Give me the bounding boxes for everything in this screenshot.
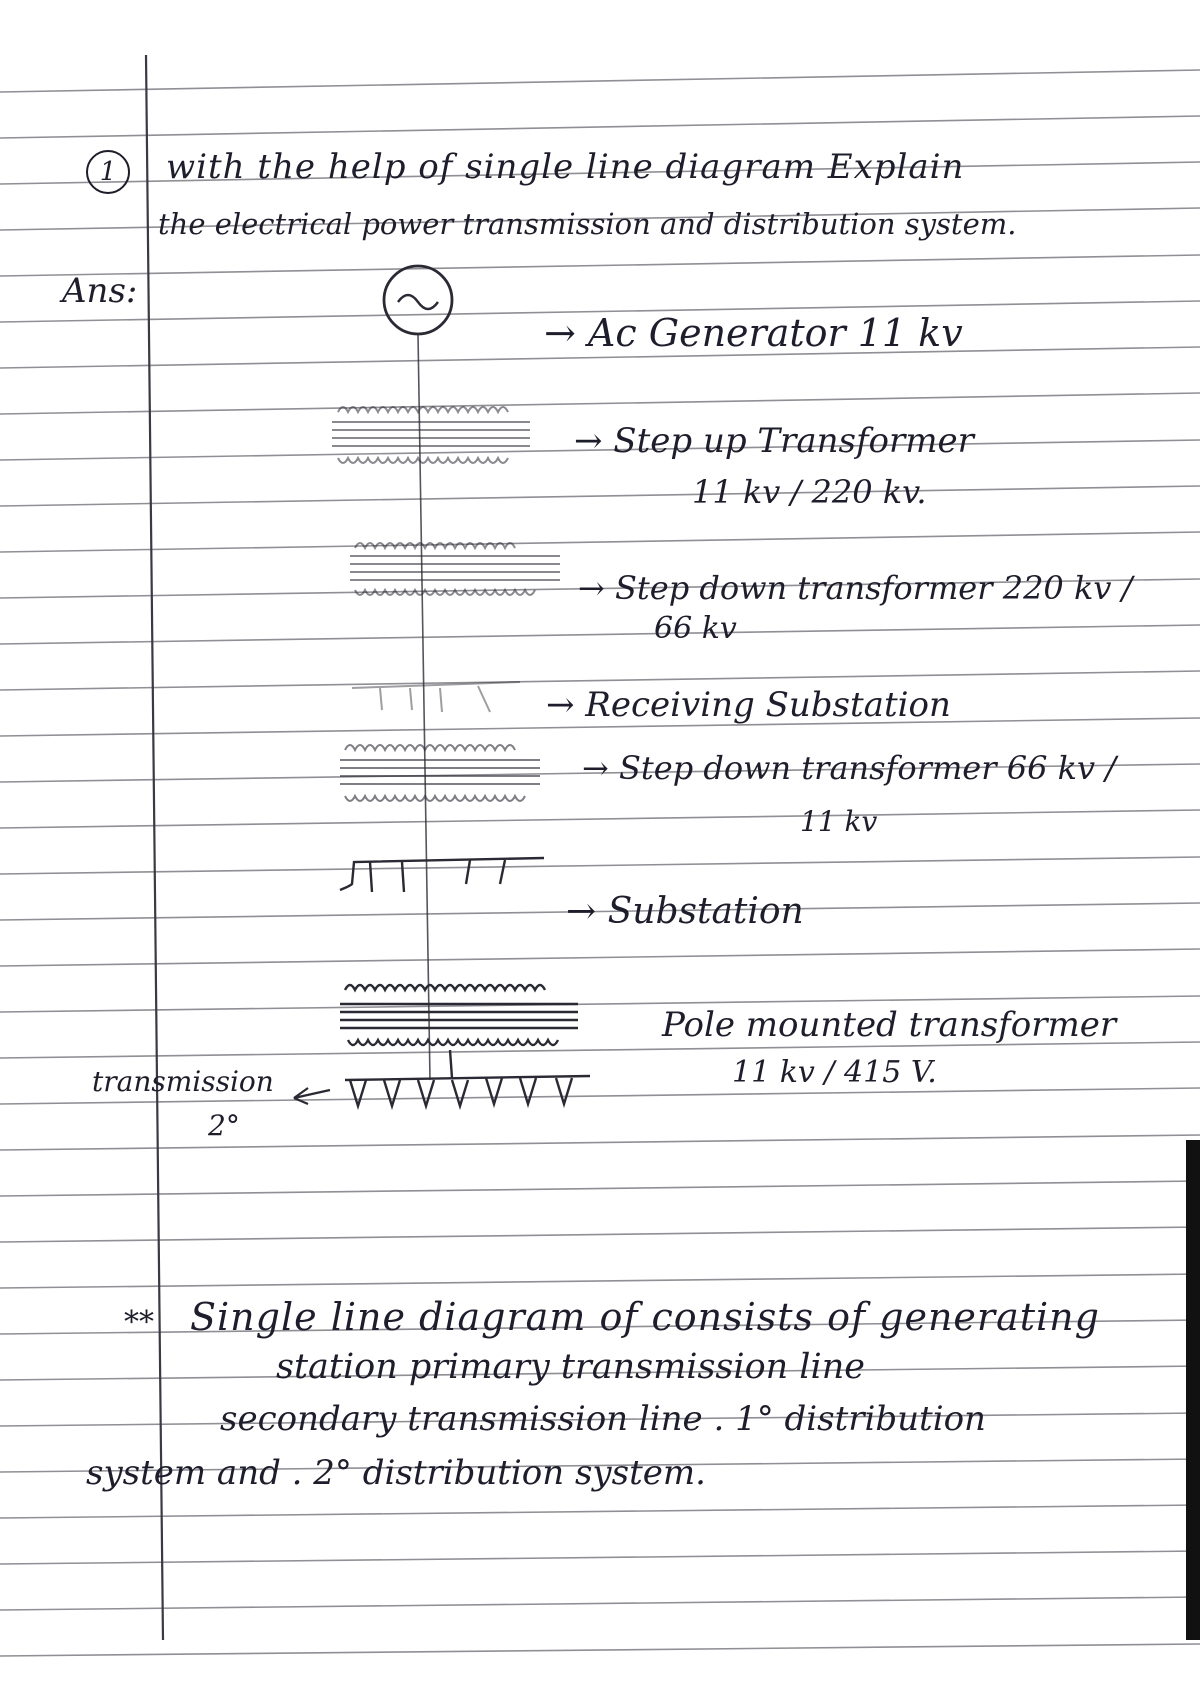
pole-mounted-transformer-symbol [340,985,578,1078]
step-down-1-label-b: 66 kv [654,611,737,646]
receiving-label: → Receiving Substation [546,685,951,725]
step-down-2-label-b: 11 kv [800,805,878,838]
step-up-label-1: → Step up Transformer [574,421,974,461]
step-down-transformer-1-symbol [350,543,560,595]
distribution-feeders-symbol [345,1076,590,1106]
question-number: 1 [86,150,130,194]
margin-line [146,55,163,1640]
pole-mounted-label-1: Pole mounted transformer [662,1005,1117,1045]
step-down-2-label-a: → Step down transformer 66 kv / [582,749,1117,787]
pole-mounted-label-2: 11 kv / 415 V. [732,1055,937,1090]
substation-label: → Substation [566,891,804,932]
sine-wave-icon [398,295,438,309]
note-marker: ** [124,1305,154,1340]
transmission-label-1: transmission [92,1065,274,1098]
question-line-2: the electrical power transmission and distribution system. [158,207,1017,241]
note-line-1: Single line diagram of consists of generating [190,1295,1100,1339]
note-line-3: secondary transmission line . 1° distribution [220,1399,986,1439]
receiving-substation-symbol [352,682,520,712]
question-line-1: with the help of single line diagram Explain [166,147,965,187]
note-line-2: station primary transmission line [276,1347,865,1387]
step-down-transformer-2-symbol [340,745,540,801]
answer-label: Ans: [62,271,138,311]
generator-label: → Ac Generator 11 kv [544,311,963,355]
substation-symbol [340,858,544,892]
left-arrow-icon [294,1088,330,1104]
step-up-label-2: 11 kv / 220 kv. [692,473,927,511]
step-down-1-label-a: → Step down transformer 220 kv / [578,569,1133,607]
generator-symbol [384,266,452,334]
binding-shadow [1186,1140,1200,1640]
transmission-label-2: 2° [208,1109,240,1142]
note-line-4: system and . 2° distribution system. [86,1453,706,1493]
